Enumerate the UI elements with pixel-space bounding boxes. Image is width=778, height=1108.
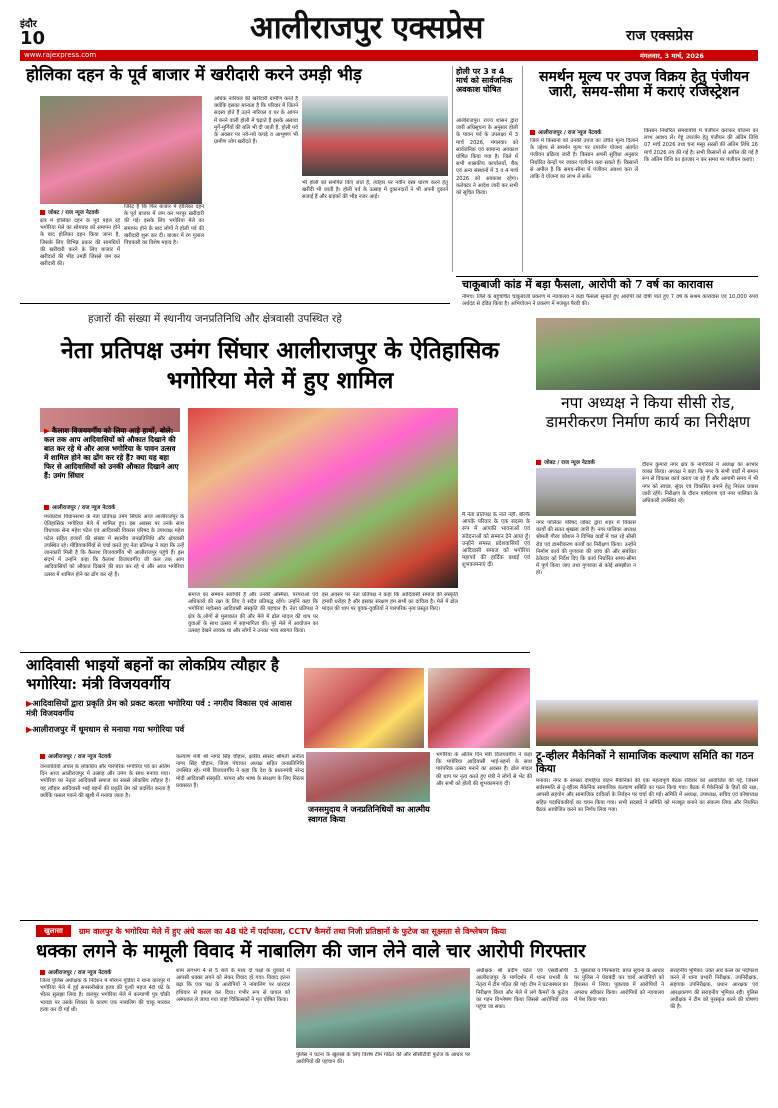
brand-name: राज एक्सप्रेस <box>626 28 693 44</box>
twowheeler-body: मनावर। नगर के समस्त दोपहिया वाहन मैकेनिकों की एक महत्वपूर्ण बैठक रविवार को आयोजित की गई, जिसमें सर्वसम्मति से टू-व्हीलर मैकेनिक सामाजिक कल्याण समिति का गठन किया गया। बैठक में मैकेनिकों के हितों की रक्षा, आपसी सहयोग और सामाजिक दायित्वों के निर्वहन पर चर्चा की गई। समिति में अध्यक्ष, उपाध्यक्ष, सचिव एवं कोषाध्यक्ष सहित पदाधिकारियों का चयन किया गया। सभी सदस्यों ने समिति को मजबूत बनाने का संकल्प लिया और नियमित बैठक आयोजित करने का निर्णय लिया गया। <box>536 778 758 813</box>
website-url[interactable]: www.rajexpress.com <box>24 51 97 59</box>
lead-col-2: समाज का सम्मान सर्वोपरि है और उनकी अस्मिता, परंपराओं एवं अधिकारों की रक्षा के लिए वे सदैव प्रतिबद्ध रहेंगे। उन्होंने कहा कि भगोरिया महोत्सव आदिवासी संस्कृति की पहचान है। नेता प्रतिपक्ष ने क्षेत्र के लोगों से मुलाकात की और मेले में ढोल मांदल की थाप पर युवाओं के साथ उत्सव में सहभागिता की। पूरे मेले में आयोजन का उत्साह देखने लायक था और लोगों ने उनका भव्य स्वागत किया। <box>188 592 318 635</box>
napa-byline: जोबट / राज न्यूज नेटवर्क <box>536 458 595 466</box>
issue-date: मंगलवार, 3 मार्च, 2026 <box>640 52 704 60</box>
napa-road-photo <box>536 468 636 516</box>
lead-quote: ▶ कैलाश विजयवर्गीय को लिया आड़े हाथों, बोले: कल तक आप आदिवासियों को औकात दिखाने की बात कर रहे थे और आज भगोरिया के पावन उत्सव में शामिल होने का ढोंग कर रहे हैं? क्या यह बहा फिर से आदिवासियों को उनकी औकात दिखाने आए हैं: उमंग सिंघार <box>44 426 179 480</box>
khulasa-text: ग्राम वालपुर के भगोरिया मेले में हुए अंधे कत्ल का 48 घंटे में पर्दाफाश, CCTV कैमरों तथा निजी प्रतिष्ठानों के फुटेज का सूक्ष्मता से विश्लेषण किया <box>78 926 507 936</box>
arrest-col-2: शाम लगभग 4 से 5 बजे के मध्य दो पक्षों के युवकों में आपसी धक्का लगने को लेकर विवाद हो गया। विवाद इतना बढ़ा कि एक पक्ष के आरोपियों ने नाबालिग पर धारदार हथियार से हमला कर दिया। गंभीर रूप से घायल को अस्पताल ले जाया गया जहां चिकित्सकों ने मृत घोषित किया। <box>176 968 290 1003</box>
arrest-headline: धक्का लगने के मामूली विवाद में नाबालिग की जान लेने वाले चार आरोपी गिरफ्तार <box>36 941 586 962</box>
khulasa-banner <box>36 925 758 937</box>
holiday-headline: होली पर 3 व 4 मार्च को सार्वजनिक अवकाश घोषित <box>456 67 513 94</box>
bullet-arrow-icon: ▶ <box>26 698 33 708</box>
holi-market-photo <box>40 96 202 204</box>
divider <box>522 66 523 272</box>
divider <box>20 652 530 653</box>
lead-byline: आलीराजपुर / राज न्यूज नेटवर्क <box>44 503 115 511</box>
msp-byline: आलीराजपुर / राज न्यूज नेटवर्क <box>530 128 601 136</box>
edition-city: इंदौर 10 <box>20 19 46 49</box>
holi-col-2: जिरेट है कि फिर बाजार में होलिका दहन के पूर्व बाजार में जम कर भरपूर खरीदारी की गई। इसके लिए भगोरिया मेले का समापन होने के बाद लोगों ने होली पर्व की खरीदारी शुरू कर दी। बाजार में रंग गुलाल पिचकारी का विशेष महत्व है। <box>124 204 204 247</box>
divider <box>20 920 758 921</box>
lead-main-photo <box>188 408 458 588</box>
quote-bullet-icon: ▶ <box>44 426 50 435</box>
arrest-col-3: अधीक्षक श्री प्रदीप पटेल एवं एसडीओपी आलीराजपुर के मार्गदर्शन में थाना प्रभारी के नेतृत्व में टीम गठित की गई। टीम ने घटनास्थल का निरीक्षण किया और मेले में लगे कैमरों के फुटेज का गहन विश्लेषण किया जिससे आरोपियों तक पहुंचा जा सका। <box>476 968 568 1011</box>
msp-headline: समर्थन मूल्य पर उपज विक्रय हेतु पंजीयन जारी, समय-सीमा में कराएं रजिस्ट्रेशन <box>539 69 749 101</box>
bullet-arrow-icon: ▶ <box>26 724 33 734</box>
vijay-col-1: जनजातियों अंचल के लोकप्रिय और पारंपरिक भगोरिया पर्व का अंतिम दिन आज आलीराजपुर में उत्साह और उमंग के साथ मनाया गया। भगोरिया का नेतृत्व आदिवासी समाज का सबसे लोकप्रिय त्यौहार है। यह त्यौहार आदिवासी भाई बहनों की प्रकृति प्रेम को प्रदर्शित करता है क्योंकि फसल पकने की खुशी में मनाया जाता है। <box>40 764 170 799</box>
holi-crowd-photo <box>302 96 448 176</box>
napa-headline: नपा अध्यक्ष ने किया सीसी रोड, डामरीकरण निर्माण कार्य का निरीक्षण <box>545 394 751 431</box>
vijay-crowd-photo <box>306 752 430 802</box>
napa-photo <box>536 318 760 390</box>
msp-col-2: किसान निर्धारित समयावधि में पंजीयन कराकर योजना का लाभ अवश्य लें। गेहूं उपार्जन हेतु पंजीयन की अंतिम तिथि 07 मार्च 2026 तथा चना मसूर सरसों की अंतिम तिथि 16 मार्च 2026 तय की गई है। सभी किसानों से अपील की गई है कि अंतिम तिथि का इंतजार न कर समय पर पंजीयन कराएं। <box>644 128 758 163</box>
divider <box>456 276 758 277</box>
arrest-col-1: जिला पुलिस अधीक्षक के निर्देशन में मोरगन गुडिया ने थाना वालपुर में भगोरिया मेले में हुई सनसनीखेज हत्या की गुत्थी महज 48 घंटे के भीतर सुलझा लिया है। वालपुर भगोरिया मेले में कल्याणी पुत्र चौकी भायड़ा पर उसके शिकार के कारण एक नाबालिग की चाकू मारकर हत्या कर दी गई थी। <box>40 978 170 1013</box>
twowheeler-headline: टू-व्हीलर मैकेनिकों ने सामाजिक कल्याण समिति का गठन किया <box>536 750 754 775</box>
arrest-photo-caption: पुलिस ने घटना के खुलासे के लिए विशेष टीम गठित की और सीसीटीवी फुटेज के आधार पर आरोपियों की पहचान की। <box>296 1052 470 1066</box>
vijay-sub-1: ▶आदिवासियों द्वारा प्रकृति प्रेम को प्रकट करता भगोरिया पर्व : नगरीय विकास एवं आवास मंत्री विजयवर्गीय <box>26 698 292 718</box>
holi-col-3: अधिक नारियल की खरीदारी ग्रामीण करते हैं क्योंकि इसका मान्यता है कि परिवार में जितने सदस्य होते हैं उतने नारियल व घर के आंगन में बनने वाली होली में चढ़ाते हैं इसके अलावा मुर्गे-मुर्गियों की बलि भी दी जाती है, होली पर्व के अवसर पर नये-नये कपड़े व आभूषण भी ग्रामीण लोग खरीदते हैं। <box>214 96 298 146</box>
holi-byline: जोबट / राज न्यूज नेटवर्क <box>40 208 99 216</box>
vijay-sub-2: ▶आलीराजपुर में धूमधाम से मनाया गया भगोरिया पर्व <box>26 724 185 734</box>
vijay-col-3: भगोरिया के अंतिम दिन मंत्री विजयवर्गीय ने कहा कि भगोरिया आदिवासी भाई-बहनों के साथ पारंपरिक उत्सव मनाने का अवसर है। ढोल मांदल की थाप पर नृत्य करते हुए मंत्री ने लोगों से भेंट की और सभी को होली की शुभकामनाएं दीं। <box>436 752 532 787</box>
divider <box>452 66 453 272</box>
holi-col-4: भी होली को समर्पित किए जाते हैं, त्योहार पर नवीन वस्त्र धारण करने हेतु खरीदी भी जाती है। होली पर्व के उत्साह में दुकानदारों ने भी अपनी दुकानें सजाई हैं और ग्राहकों की भीड़ नजर आई। <box>302 180 448 201</box>
masthead-title: आलीराजपुर एक्सप्रेस <box>250 10 483 46</box>
divider <box>20 303 450 304</box>
twowheeler-photo <box>536 700 758 746</box>
msp-col-1: जिले में किसानों को उनकी उपज का उचित मूल्य दिलाने के उद्देश्य से समर्थन मूल्य पर उपार्जन योजना अंतर्गत पंजीयन प्रक्रिया जारी है। किसान अपनी सुविधा अनुसार निर्धारित केन्द्रों पर जाकर पंजीयन करा सकते हैं। किसानों से अपील है कि समय-सीमा में पंजीयन अवश्य करा लें ताकि वे योजना का लाभ ले सकें। <box>530 138 638 181</box>
chakubaazi-headline: चाकूबाजी कांड में बड़ा फैसला, आरोपी को 7 वर्ष का कारावास <box>462 278 714 291</box>
lead-headline: नेता प्रतिपक्ष उमंग सिंघार आलीराजपुर के ऐतिहासिक भगोरिया मेले में हुए शामिल <box>60 337 500 394</box>
vijay-photo-2 <box>428 668 530 748</box>
vijay-col-2: कल्याण मंत्री श्री नागर सिंह चौहान, क्षेत्रीय सांसद श्रीमती अनीता नागर सिंह चौहान, जिला पंचायत अध्यक्ष सहित जनप्रतिनिधि उपस्थित रहे। मंत्री विजयवर्गीय ने कहा कि देश के प्रधानमंत्री नरेन्द्र मोदी आदिवासी संस्कृति, परंपरा और भाषा के संरक्षण के लिए निरंतर प्रयासरत हैं। <box>176 754 304 789</box>
vijay-byline: आलीराजपुर / राज न्यूज नेटवर्क <box>40 752 111 760</box>
arrest-col-4: 3. पूछताछ व गिरफ्तारी: प्राप्त सूचना के आधार पर पुलिस ने घेराबंदी कर चारों आरोपियों को हिरासत में लिया। पूछताछ में आरोपियों ने अपराध स्वीकार किया। आरोपियों को न्यायालय में पेश किया गया। <box>574 968 664 1003</box>
lead-kicker: हजारों की संख्या में स्थानीय जनप्रतिनिधि और क्षेत्रवासी उपस्थित रहे <box>88 313 342 325</box>
lead-photo-caption: इस अवसर पर नेता प्रतिपक्ष ने कहा कि आदिवासी समाज की संस्कृति हमारी धरोहर है और इसका संरक्षण हम सभी का दायित्व है। मेले में ढोल मांदल की थाप पर युवक-युवतियों ने पारंपरिक नृत्य प्रस्तुत किए। <box>322 592 458 613</box>
arrest-col-5: सराहनीय भूमिका: उक्त अंधे कत्ल का पर्दाफाश करने में थाना प्रभारी निरीक्षक, उपनिरीक्षक, सहायक उपनिरीक्षक, प्रधान आरक्षक एवं आरक्षकगण की सराहनीय भूमिका रही। पुलिस अधीक्षक ने टीम को पुरस्कृत करने की घोषणा की है। <box>670 968 758 1011</box>
vijay-caption: जनसमुदाय ने जनप्रतिनिधियों का आत्मीय स्वागत किया <box>308 804 430 824</box>
holiday-body: आलीराजपुर। राज्य शासन द्वारा जारी अधिसूचना के अनुसार होली के पावन पर्व के उपलक्ष्य में 3 मार्च 2026, मंगलवार को सार्वजनिक एवं सामान्य अवकाश घोषित किया गया है। जिले में सभी शासकीय कार्यालयों, बैंक एवं अन्य संस्थानों में 3 व 4 मार्च 2026 को अवकाश रहेगा। कलेक्टर ने आदेश जारी कर सभी को सूचित किया। <box>456 118 518 197</box>
chakubaazi-body: नीमच। जिले के बहुचर्चित चाकूबाजी प्रकरण में न्यायालय ने कड़ा फैसला सुनाते हुए आरोपी को दोषी पाते हुए 7 वर्ष के सश्रम कारावास एवं 10,000 रुपये अर्थदंड से दंडित किया है। अभियोजन ने प्रकरण में मजबूत पैरवी की। <box>462 294 758 308</box>
vijay-headline: आदिवासी भाइयों बहनों का लोकप्रिय त्यौहार है भगोरिया: मंत्री विजयवर्गीय <box>26 656 279 693</box>
napa-col-2: दौरान कुमारा नगर क्षेत्र के नागरिकों ने अध्यक्ष का आभार व्यक्त किया। अध्यक्ष ने कहा कि नगर के सभी वार्डों में समान रूप से विकास कार्य कराए जा रहे हैं और आगामी समय में भी नगर को स्वच्छ, सुंदर एवं विकसित बनाने हेतु निरंतर प्रयास जारी रहेंगे। निरीक्षण के दौरान पार्षदगण एवं नगर पालिका के अधिकारी उपस्थित रहे। <box>642 462 758 505</box>
vijay-photo-1 <box>304 668 424 748</box>
napa-col-1: नगर पालिका परिषद जोबट द्वारा शहर में विकास कार्यों की सतत श्रृंखला जारी है। नगर पालिका अध्यक्ष श्रीमती गौरव कौशल ने विभिन्न वार्डों में चल रहे सीसी रोड एवं डामरीकरण कार्यों का निरीक्षण किया। उन्होंने निर्माण कार्य की गुणवत्ता की जांच की और संबंधित ठेकेदार को निर्देश दिए कि कार्य निर्धारित समय-सीमा में पूर्ण किया जाए तथा गुणवत्ता से कोई समझौता न हो। <box>536 520 636 577</box>
holi-col-1: क्षेत्र में होलिका दहन के पूर्व पहल रहे भगोरिया मेले का सोमवार को समापन होने के बाद होलिका दहन किया जाना है, जिसके लिए विभिन्न प्रकार की सामग्रियों की खरीदारी करने के लिए बाजार में खरीदारों की भीड़ उमड़ी जिससे जम कर खरीदारी की। <box>40 218 120 268</box>
khulasa-tag: खुलासा <box>36 925 71 937</box>
page-number: 10 <box>20 28 46 49</box>
arrest-police-photo <box>296 968 470 1048</box>
holi-headline: होलिका दहन के पूर्व बाजार में खरीदारी करने उमड़ी भीड़ <box>26 65 362 84</box>
arrest-byline: आलीराजपुर / राज न्यूज नेटवर्क <box>40 968 111 976</box>
lead-side-col: मैं नेता प्रतिपक्ष के नाते नहीं, बल्कि आपके परिवार के एक सदस्य के रूप में आपकी भावनाओं एवं संवेदनाओं को सम्मान देने आया हूँ। उन्होंने समस्त प्रदेशवासियों एवं आदिवासी समाज को भगोरिया महापर्व की हार्दिक बधाई एवं शुभकामनाएं दीं। <box>462 512 530 569</box>
lead-col-1: मध्यप्रदेश विधानसभा के नेता प्रतिपक्ष उमंग सिंघार आज आलीराजपुर के ऐतिहासिक भगोरिया मेले में शामिल हुए। इस अवसर पर उनके साथ विधायक सेना महेश पटेल एवं आदिवासी विकास परिषद के उपाध्यक्ष महेश पटेल सहित हजारों की संख्या में स्थानीय जनप्रतिनिधि और क्षेत्रवासी उपस्थित रहे। मीडियाकर्मियों से चर्चा करते हुए नेता प्रतिपक्ष ने कहा कि उन्हें जानकारी मिली है कि कैलाश विजयवर्गीय भी आलीराजपुर पहुंचे हैं। इस संदर्भ में उन्होंने कहा कि कैलाश विजयवर्गीय जी कल तक आप आदिवासियों को औकात दिखाने की बात कर रहे थे और आज भगोरिया उत्सव में शामिल होने का ढोंग कर रहे हैं। <box>44 514 184 578</box>
